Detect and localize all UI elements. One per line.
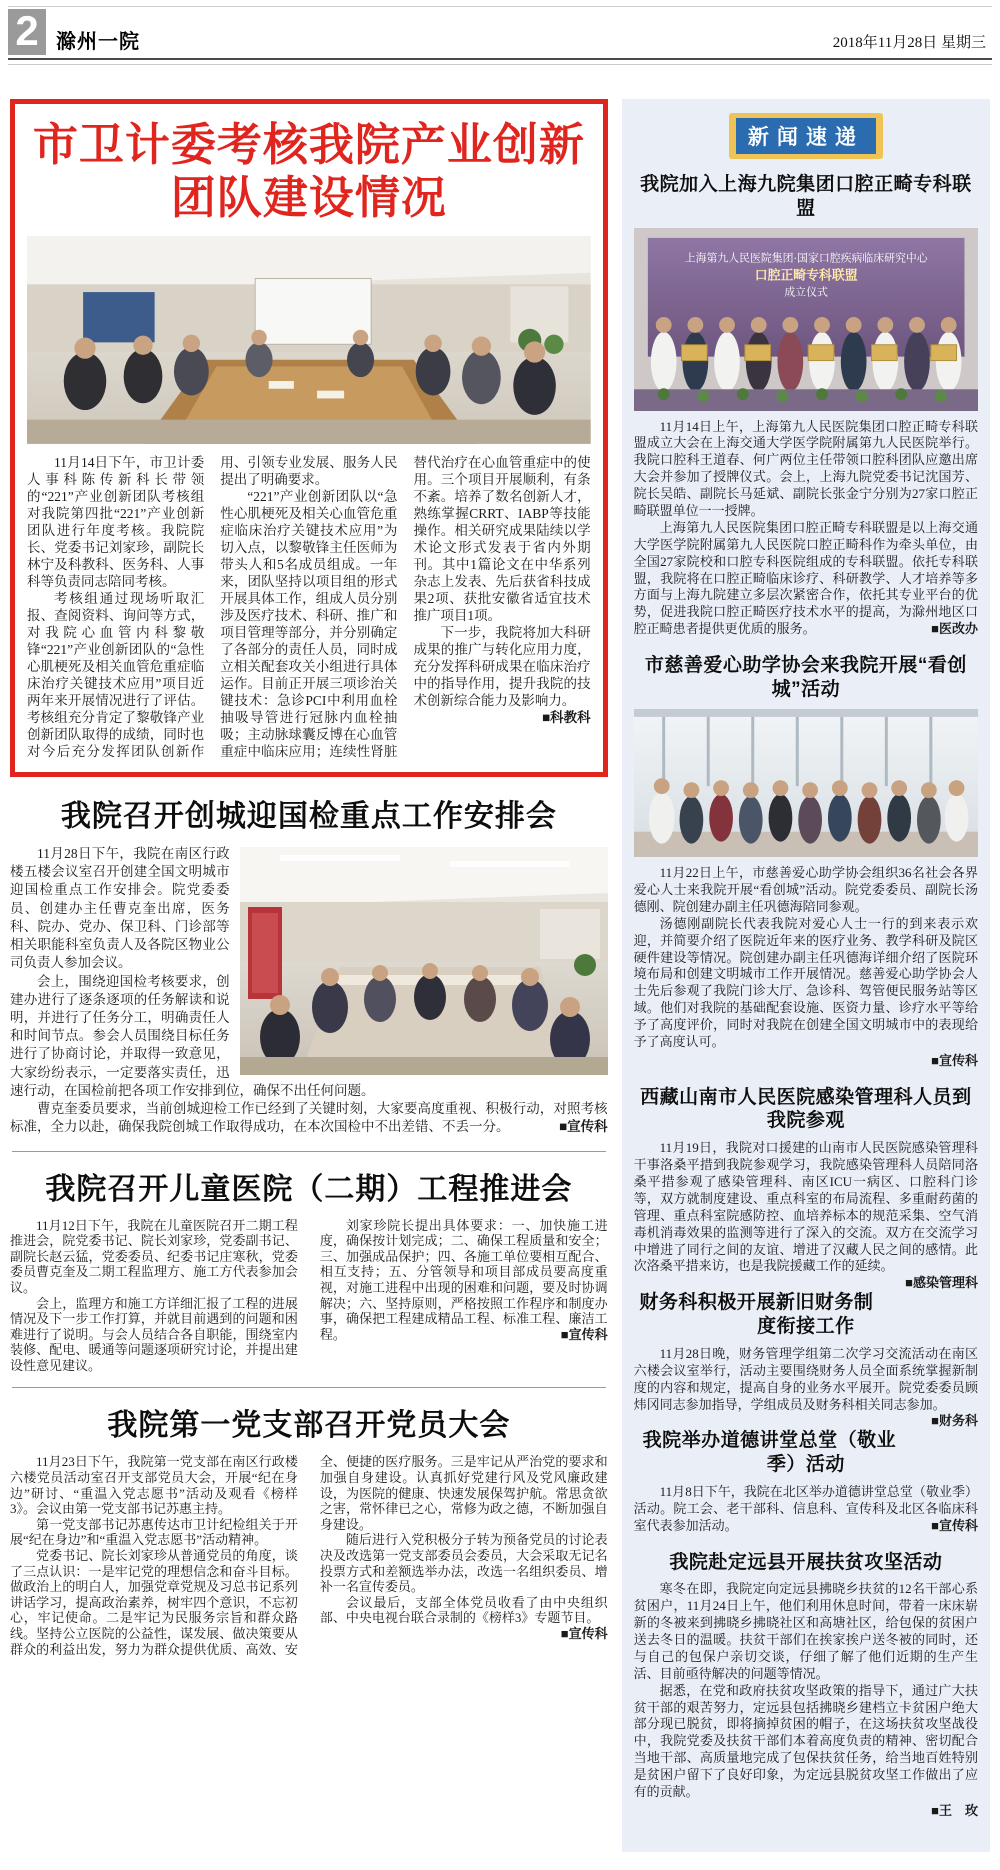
- paragraph: 11月14日下午，市卫计委人事科陈传新科长带领的“221”产业创新团队考核组对我院第四批“221”产业创新团队进行年度考核。我院院长、党委书记刘家珍，副院长林宁及科教科、医务科、人事科等负责同志陪同考核。: [27, 455, 205, 590]
- article-title: 西藏山南市人民医院感染管理科人员到我院参观: [640, 1086, 972, 1132]
- page-content: [0, 65, 1000, 1852]
- masthead-date: [833, 31, 986, 52]
- article-title: 市慈善爱心助学协会来我院开展“看创城”活动: [644, 655, 967, 700]
- masthead-weekday-text: 星期三: [940, 35, 986, 51]
- feature-title-line1: 市卫计委考核我院产业创新: [32, 119, 585, 170]
- masthead-date-text: 2018年11月28日: [832, 35, 938, 51]
- feature-meeting-photo: [27, 236, 591, 444]
- byline-xuanchuanke: ■宣传科: [931, 1052, 978, 1068]
- paragraph: [319, 1594, 608, 1642]
- news-express-badge: [729, 113, 883, 159]
- paragraph: 11月14日上午，上海第九人民医院集团口腔正畸专科联盟成立大会在上海交通大学医学院附属第九人民医院举行。我院口腔科王道春、何广两位主任带领口腔科团队应邀出席大会并参加了授牌仪式。会上，上海九院党委书记沈国芳、院长吴皓、副院长马延斌、副院长张金宁分别为27家口腔正畸联盟单位一一授牌。: [633, 418, 978, 518]
- feature-body: [27, 454, 591, 760]
- paragraph: 寒冬在即，我院定向定远县拂晓乡扶贫的12名干部心系贫困户，11月24日上午，他们利用休息时间，带着一床床崭新的冬被来到拂晓乡拂晓社区和高塘社区，给包保的贫困户送去冬日的温暖。扶贫干部们在挨家挨户送冬被的同时，还与自己的包保户亲切交谈，仔细了解了他们近期的生产生活、目前亟待解决的问题等情况。: [633, 1581, 978, 1681]
- photo-backdrop-line3: 成立仪式: [784, 285, 828, 298]
- paragraph: [10, 1100, 608, 1136]
- paragraph: 11月22日上午，市慈善爱心助学协会组织36名社会各界爱心人士来我院开展“看创城”活动。院党委委员、副院长汤德刚、院创建办副主任巩德海陪同参观。: [633, 865, 978, 914]
- article-finance-system: [633, 1291, 978, 1429]
- paragraph-text: 会议最后，支部全体党员收看了由中央组织部、中央电视台联合录制的《榜样3》专题节目。: [319, 1594, 608, 1626]
- article-body: [634, 419, 978, 639]
- paragraph: 汤德刚副院长代表我院对爱心人士一行的到来表示欢迎，并简要介绍了医院近年来的医疗业务、教学科研及院区硬件建设等情况。院创建办副主任巩德海详细介绍了医院环境布局和创建文明城市工作开展情况。慈善爱心助学协会人士先后参观了我院门诊大厅、急诊科、驾管便民服务站等区域。他们对我院的基础配套设施、医资力量、诊疗水平等给予了高度评价，同时对我院在创建全国文明城市中的表现给予了高度认可。: [633, 915, 978, 1049]
- news-express-badge-label: 新闻速递: [736, 118, 876, 154]
- charity-visit-photo-art: [634, 709, 978, 857]
- article-party-branch-meeting: [10, 1400, 608, 1657]
- paragraph: 11月23日下午，我院第一党支部在南区行政楼六楼党员活动室召开支部党员大会，开展“纪在身边”研讨、“重温入党志愿书”活动及观看《榜样3》。会议由第一党支部书记苏惠主持。: [10, 1454, 298, 1517]
- article-tibet-infection-visit: [633, 1086, 978, 1291]
- article-body: [633, 1140, 978, 1291]
- article-feature: [10, 99, 608, 777]
- page-number-badge: [8, 9, 46, 55]
- paragraph: [633, 1140, 978, 1291]
- paragraph: 第一党支部书记苏惠传达市卫计纪检组关于开展“纪在身边”和“重温入党志愿书”活动精神。: [10, 1516, 298, 1548]
- article-orthodontic-alliance: [634, 173, 978, 638]
- article-body: [634, 1581, 978, 1819]
- paragraph-text: 11月19日，我院对口援建的山南市人民医院感染管理科干事洛桑平措到我院参观学习，我院感染管理科人员陪同洛桑平措参观了感染管理科、南区ICU一病区、口腔科门诊等，双方就制度建设、重点科室的布局流程、多重耐药菌的管理、重点科室院感防控、血培养标本的规范采集、空气消毒机消毒效果的监测等进行了深入的交流。双方在交流学习中增进了同行之间的友谊、增进了汉藏人民之间的感情。此次洛桑平措来访，也是我院援藏工作的延续。: [633, 1140, 978, 1274]
- charity-visit-photo: [634, 709, 978, 857]
- chuangcheng-meeting-photo: [240, 847, 608, 1075]
- masthead: [8, 6, 992, 58]
- article-morality-lecture: [634, 1429, 978, 1534]
- article-poverty-alleviation: [634, 1551, 978, 1820]
- paragraph-text: 11月28日晚，财务管理学组第二次学习交流活动在南区六楼会议室举行，活动主要围绕财务人员全面系统掌握新制度的内容和规定，提高自身的业务水平展开。院党委委员顾炜冈同志参加指导，学组成员及财务科相关同志参加。: [633, 1345, 978, 1412]
- paragraph: [320, 1218, 608, 1343]
- alliance-ceremony-photo: [634, 228, 978, 411]
- article-body: [10, 845, 608, 1137]
- byline-xuanchuanke: ■宣传科: [560, 1626, 608, 1642]
- paragraph: 据悉，在党和政府扶贫攻坚政策的指导下，通过广大扶贫干部的艰苦努力，定远县包括拂晓乡建档立卡贫困户绝大部分现已脱贫，即将摘掉贫困的帽子，在这场扶贫攻坚战役中，我院党委及扶贫干部们本着高度负责的精神、密切配合当地干部、高质量地完成了包保扶贫任务，给当地百姓特别是贫困户留下了良好印象，为定远县脱贫攻坚工作做出了应有的贡献。: [633, 1682, 978, 1800]
- article-charity-visit: [634, 654, 978, 1070]
- article-title: 我院第一党支部召开党员大会: [107, 1409, 511, 1443]
- chuangcheng-meeting-photo-art: [240, 847, 608, 1075]
- paragraph: 11月12日下午，我院在儿童医院召开二期工程推进会，院党委书记、院长刘家珍，党委副书记、副院长赵云猛，党委委员、纪委书记庄寒秋，党委委员曹克奎及二期工程监理方、施工方代表参加会议。: [10, 1217, 298, 1295]
- paragraph-text: 刘家珍院长提出具体要求：一、加快施工进度，确保按计划完成；二、确保工程质量和安全；三、加强成品保护；四、各施工单位要相互配合、相互支持；五、分管领导和项目部成员要高度重视，对施工进程中出现的困难和问题，要及时协调解决；六、坚持原则，严格按照工作程序和制度办事，确保把工程建成精品工程、标准工程、廉洁工程。: [319, 1217, 608, 1342]
- paragraph-text: 上海第九人民医院集团口腔正畸专科联盟是以上海交通大学医学院附属第九人民医院口腔正畸科作为牵头单位，由全国27家院校和口腔专科医院组成的专科联盟。依托专科联盟，我院将在口腔正畸临床诊疗、科研教学、人才培养等多方面与上海九院建立多层次紧密合作，依托其专业平台的优势，促进我院口腔正畸医疗技术水平的提高，为滁州地区口腔正畸患者提供更优质的服务。: [633, 519, 978, 637]
- article-body: [10, 1454, 608, 1657]
- alliance-ceremony-photo-art: [634, 228, 978, 411]
- right-column-news-express: [622, 99, 990, 1852]
- left-column: [10, 99, 608, 1667]
- article-title: 我院赴定远县开展扶贫攻坚活动: [669, 1551, 943, 1573]
- masthead-title: 滁州一院: [56, 31, 140, 53]
- section-divider: [12, 1151, 606, 1152]
- article-body: [633, 1345, 978, 1429]
- paragraph: 11月28日下午，我院在南区行政楼五楼会议室召开创建全国文明城市迎国检重点工作安排会。院党委委员、创建办主任曹克奎出席，医务科、院办、党办、保卫科、门诊部等相关职能科室负责人及各院区物业公司负责人参加会议。: [10, 846, 230, 971]
- feature-meeting-photo-art: [27, 236, 591, 444]
- photo-backdrop-line2: 口腔正畸专科联盟: [754, 266, 858, 282]
- byline-yigaiban: ■医改办: [931, 621, 978, 637]
- feature-title: [27, 118, 591, 224]
- article-title: 我院举办道德讲堂总堂（敬业季）活动: [642, 1430, 897, 1476]
- byline-xuanchuanke: ■宣传科: [931, 1517, 978, 1533]
- article-children-hospital-project: [10, 1164, 608, 1374]
- paragraph: 考核组通过现场听取汇报、查阅资料、询问等方式，对我院心血管内科黎敬锋“221”产业创新团队的“急性心肌梗死及相关血管危重症临床治疗关键技术应用”项目近两年来开展情况进行了评估。考核组充分肯定了黎敬锋产业创新团队取得的成绩，同时也对今后充分发挥团队创新作用、引领专业发展、服务人民提出了明确要求。: [27, 455, 398, 760]
- page-number: 2: [15, 7, 39, 54]
- article-body: [10, 1218, 608, 1374]
- article-title: 我院召开儿童医院（二期）工程推进会: [45, 1172, 573, 1206]
- article-title: 财务科积极开展新旧财务制度衔接工作: [639, 1292, 874, 1338]
- section-divider: [12, 1387, 606, 1388]
- paragraph: [633, 1345, 978, 1429]
- byline-xuanchuanke: ■宣传科: [560, 1326, 608, 1342]
- byline-xuanchuanke: ■宣传科: [559, 1119, 608, 1135]
- paragraph-text: 下一步，我院将加大科研成果的推广与转化应用力度，充分发挥科研成果在临床治疗中的指导作用，提升我院的技术创新综合能力及影响力。: [413, 625, 591, 709]
- byline-wangmei: ■王 玫: [931, 1802, 978, 1818]
- paragraph: 会上，监理方和施工方详细汇报了工程的进展情况及下一步工作打算，并就目前遇到的问题和困难进行了说明。与会人员结合各自职能，围绕室内装修、配电、暖通等问题逐项研究讨论，并提出建设性意见建议。: [10, 1295, 298, 1373]
- paragraph: “221”产业创新团队以“急性心肌梗死及相关心血管危重症临床治疗关键技术应用”为切入点，以黎敬锋主任医师为带头人和5名成员组成。一年来，团队坚持以项目组的形式开展具体工作，组成人员分别涉及医疗技术、科研、推广和项目管理等部分，并分别确定了各部分的责任人员，同时成立相关配套攻关小组进行具体运作。目前正开展三项诊治关键技术：急诊PCI中利用血栓抽吸导管进行冠脉内血栓抽吸；主动脉球囊反博在心血管重症中临床应用；连续性肾脏替代治疗在心血管重症中的使用。三个项目开展顺利，有条不紊。培养了数名创新人才，熟练掌握CRRT、IABP等技能操作。相关研究成果陆续以学术论文形式发表于省内外期刊。其中1篇论文在中华系列杂志上发表、先后获省科技成果2项、获批安徽省适宜技术推广项目1项。: [220, 455, 591, 760]
- paragraph: 会上，围绕迎国检考核要求，创建办进行了逐条逐项的任务解读和说明，并进行了任务分工，明确责任人和时间节点。参会人员围绕目标任务进行了协商讨论，并取得一致意见，大家纷纷表示，一定要落实责任，迅速行动，在国检前把各项工作安排到位，确保不出任何问题。: [10, 973, 375, 1098]
- news-express-badge-wrap: [634, 113, 978, 159]
- paragraph-text: 曹克奎委员要求，当前创城迎检工作已经到了关键时刻，大家要高度重视、积极行动，对照考核标准，全力以赴，确保我院创城工作取得成功，在本次国检中不出差错、不丢一分。: [10, 1101, 608, 1135]
- article-chuangcheng-meeting: [10, 791, 608, 1137]
- paragraph: 随后进行入党积极分子转为预备党员的讨论表决及改选第一党支部委员会委员，大会采取无记名投票方式和差额选举办法，改选一名组织委员、增补一名宣传委员。: [319, 1532, 608, 1595]
- byline-ganranguanlike: ■感染管理科: [905, 1275, 978, 1291]
- byline-keijiaoke: ■科教科: [542, 710, 591, 726]
- paragraph: [634, 520, 978, 638]
- article-body: [634, 1484, 978, 1535]
- paragraph-text: 11月8日下午，我院在北区举办道德讲堂总堂（敬业季）活动。院工会、老干部科、信息科、宣传科及北区各临床科室代表参加活动。: [633, 1483, 978, 1533]
- photo-backdrop-line1: 上海第九人民医院集团·国家口腔疾病临床研究中心: [684, 252, 928, 265]
- feature-title-line2: 团队建设情况: [170, 172, 447, 224]
- article-title: 我院召开创城迎国检重点工作安排会: [60, 800, 557, 834]
- paragraph: [413, 624, 591, 726]
- byline-caiwuke: ■财务科: [931, 1413, 978, 1429]
- article-title: 我院加入上海九院集团口腔正畸专科联盟: [640, 174, 972, 219]
- paragraph: [634, 1484, 978, 1535]
- article-body: [634, 865, 978, 1070]
- paragraph: 党委书记、院长刘家珍从普通党员的角度，谈了三点认识：一是牢记党的理想信念和奋斗目标。做政治上的明白人，加强党章党规及习总书记系列讲话学习，提高政治素养，树牢四个意识，不忘初心，牢记使命。二是牢记为民服务宗旨和群众路线。坚持公立医院的公益性，谋发展、做决策要从群众的利益出发，努力为群众提供优质、高效、安全、便捷的医疗服务。三是牢记从严治党的要求和加强自身建设。认真抓好党建行风及党风廉政建设，为医院的健康、快速发展保驾护航。常思贪欲之害，常怀律已之心，常修为政之德，不断加强自身建设。: [10, 1454, 608, 1657]
- masthead-rule: [8, 58, 992, 60]
